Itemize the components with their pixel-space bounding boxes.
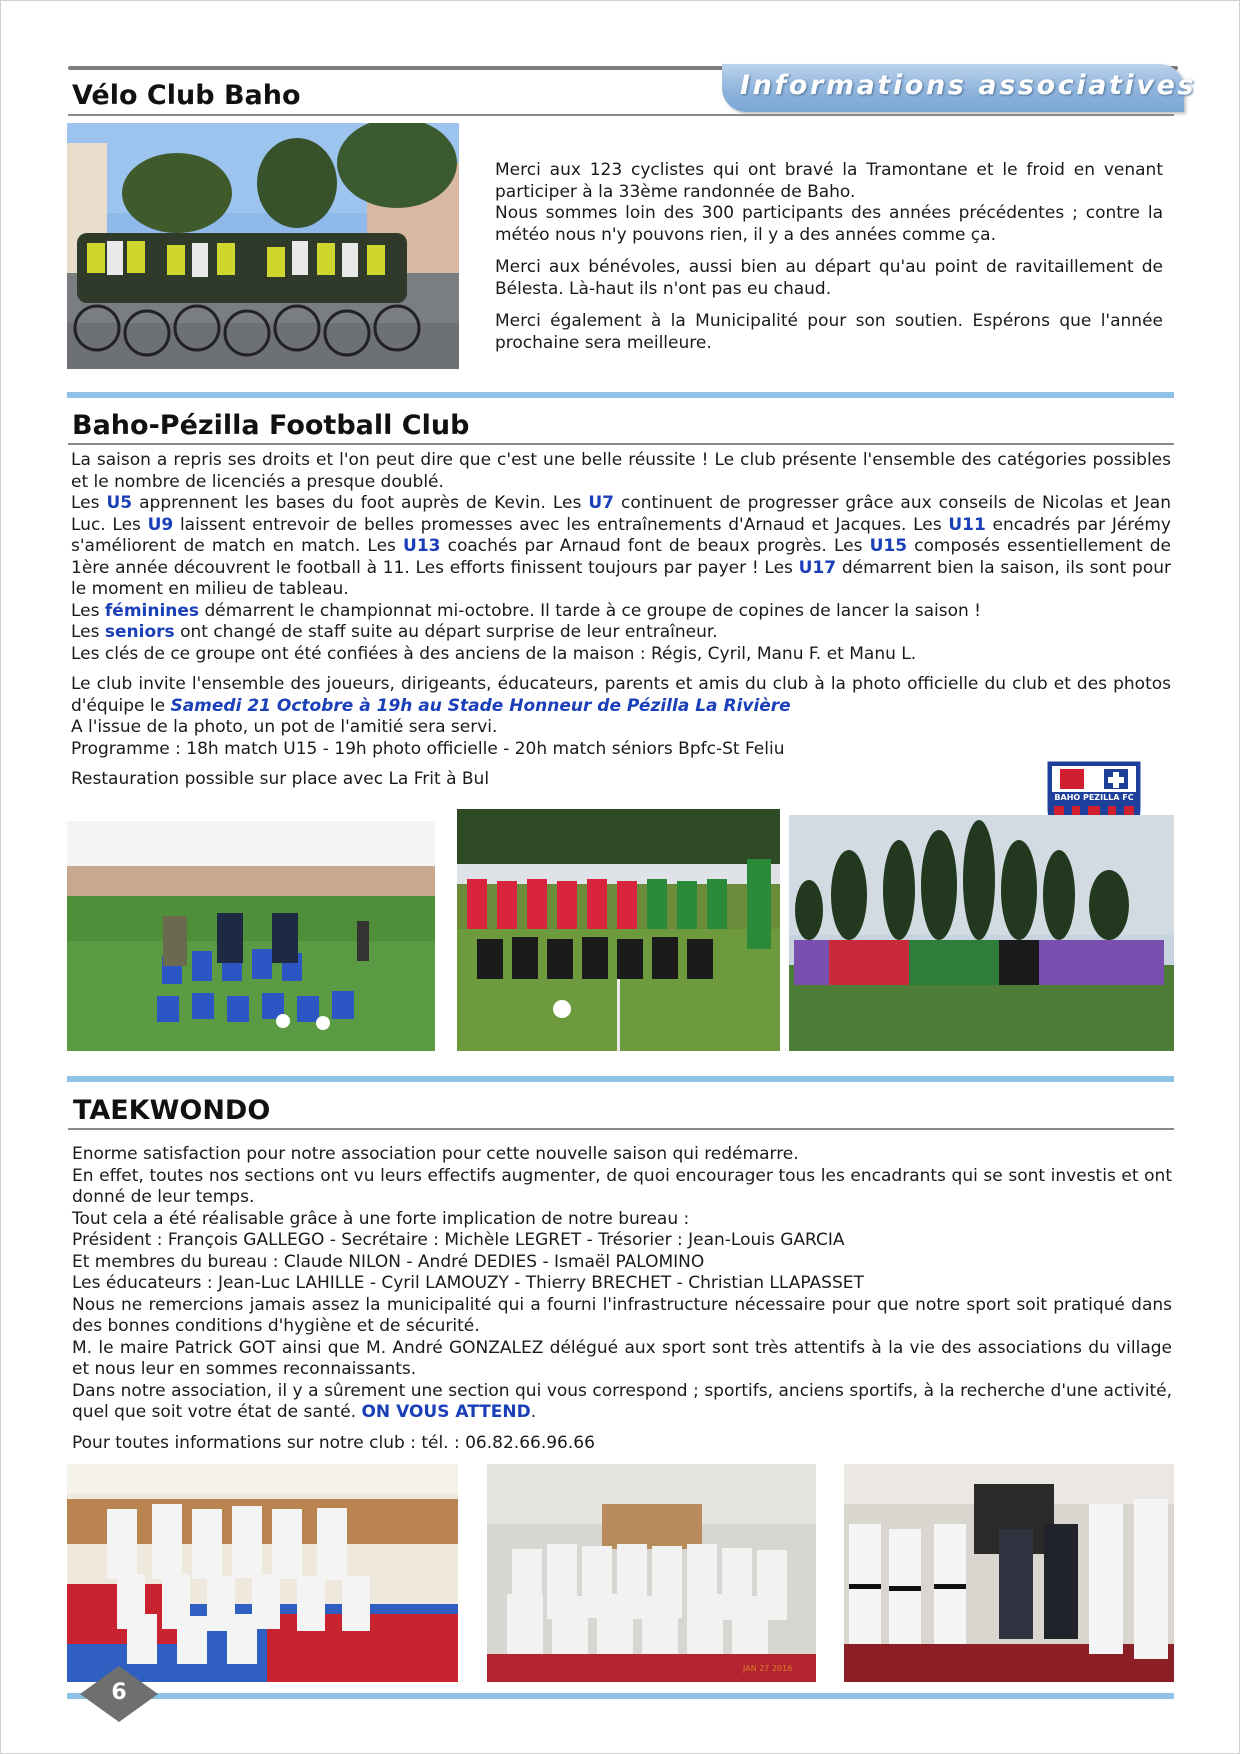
category-u7: U7 xyxy=(588,493,615,513)
tkd-kids-photo xyxy=(67,1464,458,1682)
velo-paragraph-4: Merci également à la Municipalité pour son soutien. Espérons que l'année prochaine sera meilleure. xyxy=(495,311,1163,353)
foot-keys: Les clés de ce groupe ont été confiées à des anciens de la maison : Régis, Cyril, Manu F. et Manu L. xyxy=(71,643,917,664)
tkd-line-6: Les éducateurs : Jean-Luc LAHILLE - Cyril LAMOUZY - Thierry BRECHET - Christian LLAPASSET xyxy=(72,1273,864,1293)
logo-text: BAHO PEZILLA FC xyxy=(1054,793,1134,802)
tkd-contact: Pour toutes informations sur notre club : tél. : 06.82.66.96.66 xyxy=(72,1432,595,1453)
velo-paragraph-3: Merci aux bénévoles, aussi bien au départ qu'au point de ravitaillement de Bélesta. Là-haut ils n'ont pas eu chaud. xyxy=(495,257,1163,299)
category-u15: U15 xyxy=(869,536,908,556)
tkd-ceremony-photo xyxy=(844,1464,1174,1682)
velo-text xyxy=(495,160,1163,354)
foot-invite: Le club invite l'ensemble des joueurs, dirigeants, éducateurs, parents et amis du club à la photo officielle du club et des photos d'équipe le Samedi 21 Octobre à 19h au Stade Honneur de Pézilla La Rivière xyxy=(71,674,1171,716)
velo-paragraph-1: Merci aux 123 cyclistes qui ont bravé la Tramontane et le froid en venant participer à la 33ème randonnée de Baho. xyxy=(495,160,1163,202)
category-u9: U9 xyxy=(147,514,174,535)
tkd-call-to-action: ON VOUS ATTEND xyxy=(361,1402,531,1422)
tkd-line-4: Président : François GALLEGO - Secrétaire : Michèle LEGRET - Trésorier : Jean-Louis GARCIA xyxy=(72,1230,845,1250)
foot-food: Restauration possible sur place avec La Frit à Bul xyxy=(71,769,490,789)
section-divider-2 xyxy=(67,1076,1174,1082)
tkd-line-5: Et membres du bureau : Claude NILON - André DEDIES - Ismaël PALOMINO xyxy=(72,1251,705,1272)
football-u7-photo xyxy=(67,821,435,1051)
tkd-text xyxy=(72,1144,1172,1454)
football-teams-photo xyxy=(789,815,1174,1051)
page-number: 6 xyxy=(111,1680,127,1705)
tkd-line-1: Enorme satisfaction pour notre association pour cette nouvelle saison qui redémarre. xyxy=(72,1144,799,1164)
category-u17: U17 xyxy=(798,557,837,578)
foot-categories: Les U5 apprennent les bases du foot auprès de Kevin. Les U7 continuent de progresser grâce aux conseils de Nicolas et Jean Luc. Les U9 laissent entrevoir de belles promesses avec les entraînements d'Arnaud et Jacques. Les U11 encadrés par Jérémy s'améliorent de match en match. Les U13 coachés par Arnaud font de beaux progrès. Les U15 composés essentiellement de 1ère année découvrent le football à 11. Les efforts finissent toujours par payer ! Les U17 démarrent bien la saison, ils sont pour le moment en milieu de tableau. xyxy=(71,493,1171,599)
tkd-line-8: M. le maire Patrick GOT ainsi que M. André GONZALEZ délégué aux sport sont très attentifs à la vie des associations du village et nous leur en sommes reconnaissants. xyxy=(72,1337,1172,1379)
category-u5: U5 xyxy=(106,493,133,513)
event-date: Samedi 21 Octobre à 19h au Stade Honneur de Pézilla La Rivière xyxy=(170,695,791,716)
tkd-line-3: Tout cela a été réalisable grâce à une forte implication de notre bureau : xyxy=(72,1208,690,1229)
foot-text xyxy=(71,450,1171,791)
tkd-group-photo xyxy=(487,1464,816,1682)
tkd-line-2: En effet, toutes nos sections ont vu leurs effectifs augmenter, de quoi encourager tous les encadrants qui se sont investis et ont donné de leur temps. xyxy=(72,1165,1172,1207)
foot-title: Baho-Pézilla Football Club xyxy=(72,410,470,441)
foot-program: Programme : 18h match U15 - 19h photo officielle - 20h match séniors Bpfc-St Feliu xyxy=(71,738,785,759)
football-u11-photo xyxy=(457,809,780,1051)
velo-title: Vélo Club Baho xyxy=(72,80,301,111)
photo-date-stamp: JAN 27 2016 xyxy=(743,1664,793,1673)
section-divider-1 xyxy=(67,392,1174,398)
foot-title-rule xyxy=(68,443,1174,445)
foot-after: A l'issue de la photo, un pot de l'amitié sera servi. xyxy=(71,717,498,737)
foot-intro: La saison a repris ses droits et l'on peut dire que c'est une belle réussite ! Le club présente l'ensemble des catégories possibles et le nombre de licenciés a presque doublé. xyxy=(71,450,1171,492)
velo-paragraph-2: Nous sommes loin des 300 participants des années précédentes ; contre la météo nous n'y pouvons rien, il y a des années comme ça. xyxy=(495,203,1163,245)
footer-rule xyxy=(67,1693,1174,1699)
velo-title-rule xyxy=(68,114,1174,116)
tkd-title-rule xyxy=(68,1128,1174,1130)
tkd-line-7: Nous ne remercions jamais assez la municipalité qui a fourni l'infrastructure nécessaire pour que notre sport soit pratiqué dans des bonnes conditions d'hygiène et de sécurité. xyxy=(72,1294,1172,1336)
foot-seniors: Les seniors ont changé de staff suite au départ surprise de leur entraîneur. xyxy=(71,622,718,642)
cyclists-photo xyxy=(67,123,459,369)
category-u13: U13 xyxy=(403,536,441,556)
category-u11: U11 xyxy=(948,514,986,535)
tkd-line-9: Dans notre association, il y a sûrement une section qui vous correspond ; sportifs, anciens sportifs, à la recherche d'une activité, quel que soit votre état de santé. ON VOUS ATTEND. xyxy=(72,1380,1172,1422)
tkd-title: TAEKWONDO xyxy=(73,1095,271,1126)
foot-feminines: Les féminines démarrent le championnat mi-octobre. Il tarde à ce groupe de copines de lancer la saison ! xyxy=(71,600,981,621)
banner-title: Informations associatives xyxy=(740,70,1197,101)
